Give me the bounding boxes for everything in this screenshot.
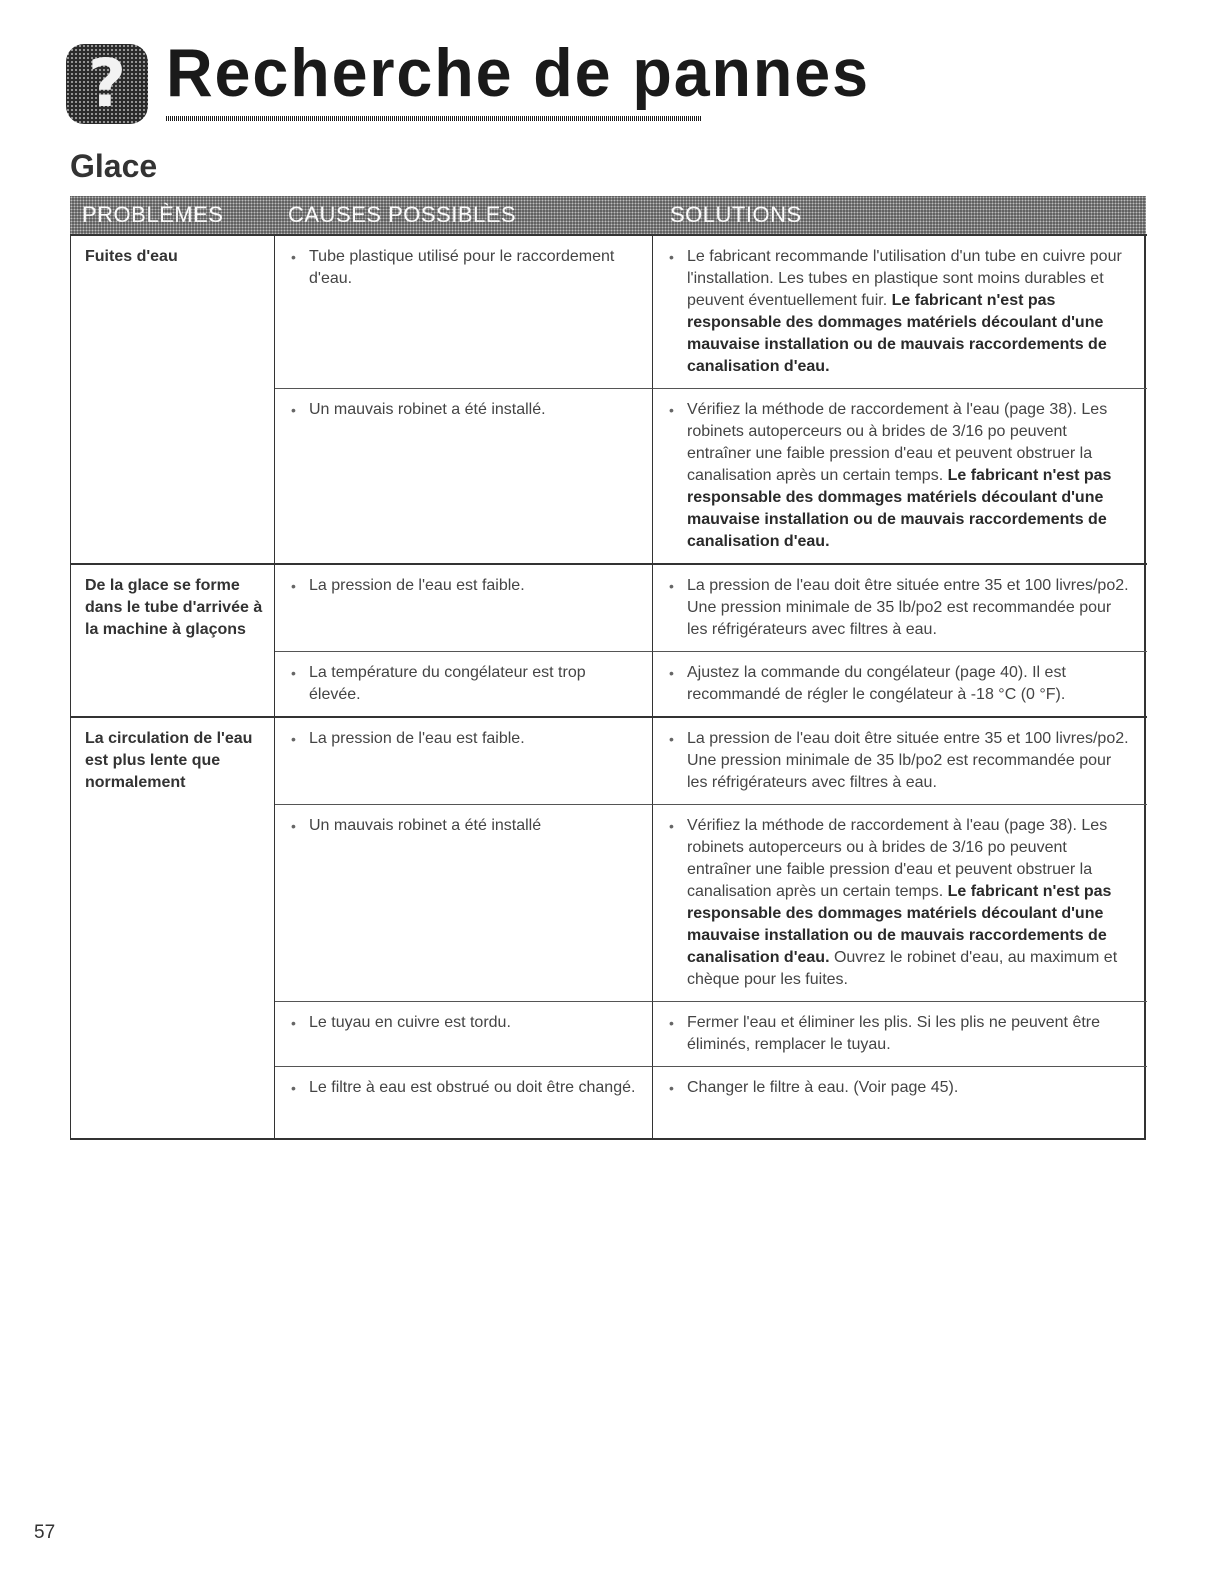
solution-cell: • La pression de l'eau doit être située entre 35 et 100 livres/po2. Une pression minimale de 35 lb/po2 est recommandée pour les réfrigérateurs avec filtres à eau.	[653, 563, 1147, 651]
bullet: •	[669, 731, 674, 747]
bullet: •	[669, 818, 674, 834]
bullet: •	[291, 402, 296, 418]
bullet: •	[669, 1015, 674, 1031]
solution-cell: • Vérifiez la méthode de raccordement à l'eau (page 38). Les robinets autoperceurs ou à brides de 3/16 po peuvent entraîner une faible pression d'eau et peuvent obstruer la canalisation après un certain temps. Le fabricant n'est pas responsable des dommages matériels découlant d'une mauvaise installation ou de mauvais raccordements de canalisation d'eau. Ouvrez le robinet d'eau, au maximum et chèque pour les fuites.	[653, 804, 1147, 1001]
title-underline	[166, 116, 702, 121]
bullet: •	[291, 578, 296, 594]
problem-cell: Fuites d'eau	[71, 234, 275, 563]
solution-cell: • Ajustez la commande du congélateur (page 40). Il est recommandé de régler le congélateur à -18 °C (0 °F).	[653, 651, 1147, 716]
solution-cell: • Changer le filtre à eau. (Voir page 45).	[653, 1066, 1147, 1138]
header-problemes: PROBLÈMES	[82, 202, 224, 227]
bullet: •	[669, 249, 674, 265]
bullet: •	[291, 818, 296, 834]
bullet: •	[291, 731, 296, 747]
cause-cell: • Un mauvais robinet a été installé.	[275, 388, 653, 563]
header-causes: CAUSES POSSIBLES	[288, 202, 517, 227]
page-number: 57	[34, 1522, 56, 1543]
cause-cell: • Le tuyau en cuivre est tordu.	[275, 1001, 653, 1066]
bullet: •	[669, 1080, 674, 1096]
bullet: •	[669, 402, 674, 418]
cause-cell: • La température du congélateur est trop élevée.	[275, 651, 653, 716]
bullet: •	[669, 578, 674, 594]
bullet: •	[291, 1015, 296, 1031]
page-title: Recherche de pannes	[166, 35, 870, 111]
table-body	[70, 234, 1146, 1140]
solution-cell: • La pression de l'eau doit être située entre 35 et 100 livres/po2. Une pression minimale de 35 lb/po2 est recommandée pour les réfrigérateurs avec filtres à eau.	[653, 716, 1147, 804]
question-mark-icon: ?	[66, 44, 148, 124]
solution-cell: • Le fabricant recommande l'utilisation d'un tube en cuivre pour l'installation. Les tubes en plastique sont moins durables et peuvent éventuellement fuir. Le fabricant n'est pas responsable des dommages matériels découlant d'une mauvaise installation ou de mauvais raccordements de canalisation d'eau.	[653, 234, 1147, 388]
cause-cell: • La pression de l'eau est faible.	[275, 716, 653, 804]
problem-cell: La circulation de l'eau est plus lente que normalement	[71, 716, 275, 1138]
header-solutions: SOLUTIONS	[670, 202, 802, 227]
troubleshooting-table	[70, 196, 1146, 1140]
cause-cell: • Le filtre à eau est obstrué ou doit être changé.	[275, 1066, 653, 1138]
bullet: •	[291, 665, 296, 681]
section-title: Glace	[70, 148, 158, 184]
problem-cell: De la glace se forme dans le tube d'arrivée à la machine à glaçons	[71, 563, 275, 716]
cause-cell: • Un mauvais robinet a été installé	[275, 804, 653, 1001]
solution-cell: • Fermer l'eau et éliminer les plis. Si les plis ne peuvent être éliminés, remplacer le tuyau.	[653, 1001, 1147, 1066]
cause-cell: • La pression de l'eau est faible.	[275, 563, 653, 651]
bullet: •	[291, 1080, 296, 1096]
cause-cell: • Tube plastique utilisé pour le raccordement d'eau.	[275, 234, 653, 388]
solution-cell: • Vérifiez la méthode de raccordement à l'eau (page 38). Les robinets autoperceurs ou à brides de 3/16 po peuvent entraîner une faible pression d'eau et peuvent obstruer la canalisation après un certain temps. Le fabricant n'est pas responsable des dommages matériels découlant d'une mauvaise installation ou de mauvais raccordements de canalisation d'eau.	[653, 388, 1147, 563]
table-header	[70, 196, 1146, 234]
bullet: •	[669, 665, 674, 681]
bullet: •	[291, 249, 296, 265]
page-header	[66, 35, 870, 124]
